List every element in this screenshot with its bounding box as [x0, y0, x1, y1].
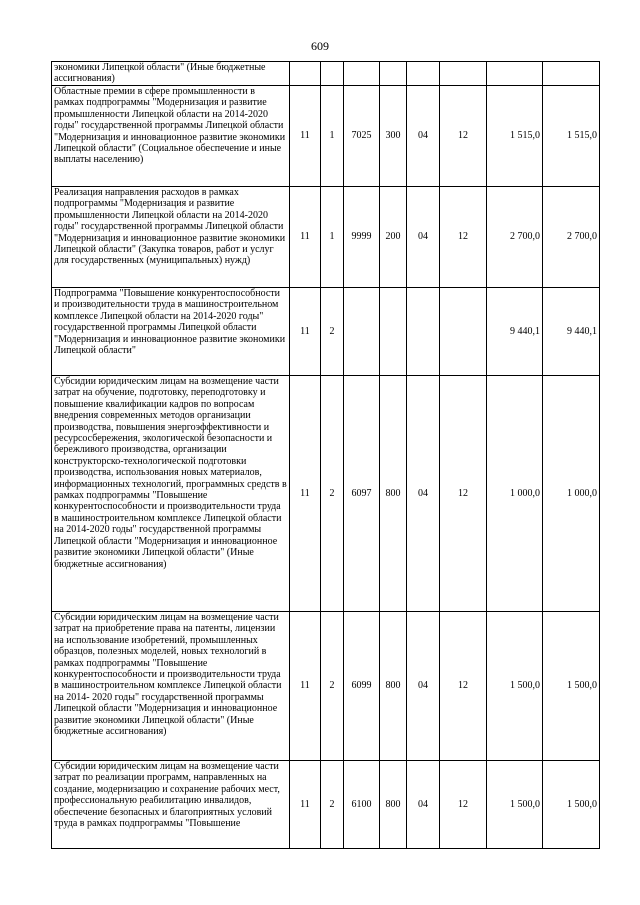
- code-section: 04: [407, 86, 440, 187]
- amount-year-1: 9 440,1: [487, 288, 543, 376]
- code-subsection: 12: [440, 376, 487, 612]
- amount-year-1: 1 500,0: [487, 761, 543, 849]
- row-name: Субсидии юридическим лицам на возмещение части затрат на обучение, подготовку, переподготовку и повышение квалификации кадров по вопросам внедрения современных методов организации производства, повышения энергоэффективности и ресурсосбережения, экологической безопасности и бережливого производства, организации конструкторско-технологической подготовки производства, использования новых материалов, информационных технологий, программных средств в рамках подпрограммы "Повышение конкурентоспособности и производительности труда в машиностроительном комплексе Липецкой области на 2014-2020 годы" государственной программы Липецкой области "Модернизация и инновационное развитие экономики Липецкой области" (Иные бюджетные ассигнования): [52, 376, 290, 612]
- code-subsection: 12: [440, 86, 487, 187]
- row-name: Подпрограмма "Повышение конкурентоспособности и производительности труда в машиностроительном комплексе Липецкой области на 2014-2020 годы" государственной программы Липецкой области "Модернизация и инновационное развитие экономики Липецкой области": [52, 288, 290, 376]
- budget-table-body: [52, 62, 600, 849]
- table-row: [52, 761, 600, 849]
- code-expense-type: [380, 288, 407, 376]
- code-direction: [344, 288, 380, 376]
- code-expense-type: 300: [380, 86, 407, 187]
- table-row: [52, 62, 600, 86]
- amount-year-2: 2 700,0: [543, 187, 600, 288]
- code-direction: 6100: [344, 761, 380, 849]
- amount-year-1: 1 515,0: [487, 86, 543, 187]
- code-program: 2: [321, 288, 344, 376]
- code-direction: 7025: [344, 86, 380, 187]
- row-name: Субсидии юридическим лицам на возмещение части затрат по реализации программ, направленных на создание, модернизацию и сохранение рабочих мест, профессиональную реабилитацию инвалидов, обеспечение безопасных и благоприятных условий труда в рамках подпрограммы "Повышение: [52, 761, 290, 849]
- code-ministry: 11: [290, 187, 321, 288]
- code-section: [407, 62, 440, 86]
- code-section: 04: [407, 761, 440, 849]
- row-name: Субсидии юридическим лицам на возмещение части затрат на приобретение права на патенты, лицензии на использование изобретений, промышленных образцов, полезных моделей, новых технологий в рамках подпрограммы "Повышение конкурентоспособности и производительности труда в машиностроительном комплексе Липецкой области на 2014- 2020 годы" государственной программы Липецкой области "Модернизация и инновационное развитие экономики Липецкой области" (Иные бюджетные ассигнования): [52, 612, 290, 761]
- table-row: [52, 376, 600, 612]
- code-ministry: 11: [290, 761, 321, 849]
- amount-year-1: 1 500,0: [487, 612, 543, 761]
- code-section: 04: [407, 376, 440, 612]
- code-section: 04: [407, 612, 440, 761]
- code-program: [321, 62, 344, 86]
- amount-year-2: 9 440,1: [543, 288, 600, 376]
- code-expense-type: 800: [380, 612, 407, 761]
- page-number: 609: [311, 39, 329, 53]
- code-subsection: 12: [440, 187, 487, 288]
- code-subsection: [440, 288, 487, 376]
- row-name: Реализация направления расходов в рамках подпрограммы "Модернизация и развитие промышленности Липецкой области на 2014-2020 годы" государственной программы Липецкой области "Модернизация и инновационное развитие экономики Липецкой области" (Закупка товаров, работ и услуг для государственных (муниципальных) нужд): [52, 187, 290, 288]
- code-section: [407, 288, 440, 376]
- budget-table: [51, 61, 600, 849]
- code-subsection: 12: [440, 761, 487, 849]
- code-expense-type: [380, 62, 407, 86]
- amount-year-2: 1 000,0: [543, 376, 600, 612]
- code-subsection: 12: [440, 612, 487, 761]
- code-ministry: 11: [290, 288, 321, 376]
- code-program: 1: [321, 187, 344, 288]
- code-program: 2: [321, 376, 344, 612]
- code-direction: 6097: [344, 376, 380, 612]
- row-name: экономики Липецкой области" (Иные бюджетные ассигнования): [52, 62, 290, 86]
- code-expense-type: 200: [380, 187, 407, 288]
- amount-year-2: 1 500,0: [543, 612, 600, 761]
- code-program: 2: [321, 612, 344, 761]
- code-section: 04: [407, 187, 440, 288]
- table-row: [52, 612, 600, 761]
- code-program: 1: [321, 86, 344, 187]
- amount-year-1: [487, 62, 543, 86]
- amount-year-2: [543, 62, 600, 86]
- code-program: 2: [321, 761, 344, 849]
- code-expense-type: 800: [380, 376, 407, 612]
- row-name: Областные премии в сфере промышленности в рамках подпрограммы "Модернизация и развитие промышленности Липецкой области на 2014-2020 годы" государственной программы Липецкой области "Модернизация и инновационное развитие экономики Липецкой области" (Социальное обеспечение и иные выплаты населению): [52, 86, 290, 187]
- amount-year-2: 1 515,0: [543, 86, 600, 187]
- code-ministry: 11: [290, 376, 321, 612]
- code-expense-type: 800: [380, 761, 407, 849]
- amount-year-1: 1 000,0: [487, 376, 543, 612]
- code-ministry: 11: [290, 612, 321, 761]
- code-direction: 6099: [344, 612, 380, 761]
- table-row: [52, 288, 600, 376]
- code-direction: 9999: [344, 187, 380, 288]
- code-direction: [344, 62, 380, 86]
- code-subsection: [440, 62, 487, 86]
- code-ministry: [290, 62, 321, 86]
- code-ministry: 11: [290, 86, 321, 187]
- table-row: [52, 187, 600, 288]
- amount-year-2: 1 500,0: [543, 761, 600, 849]
- table-row: [52, 86, 600, 187]
- amount-year-1: 2 700,0: [487, 187, 543, 288]
